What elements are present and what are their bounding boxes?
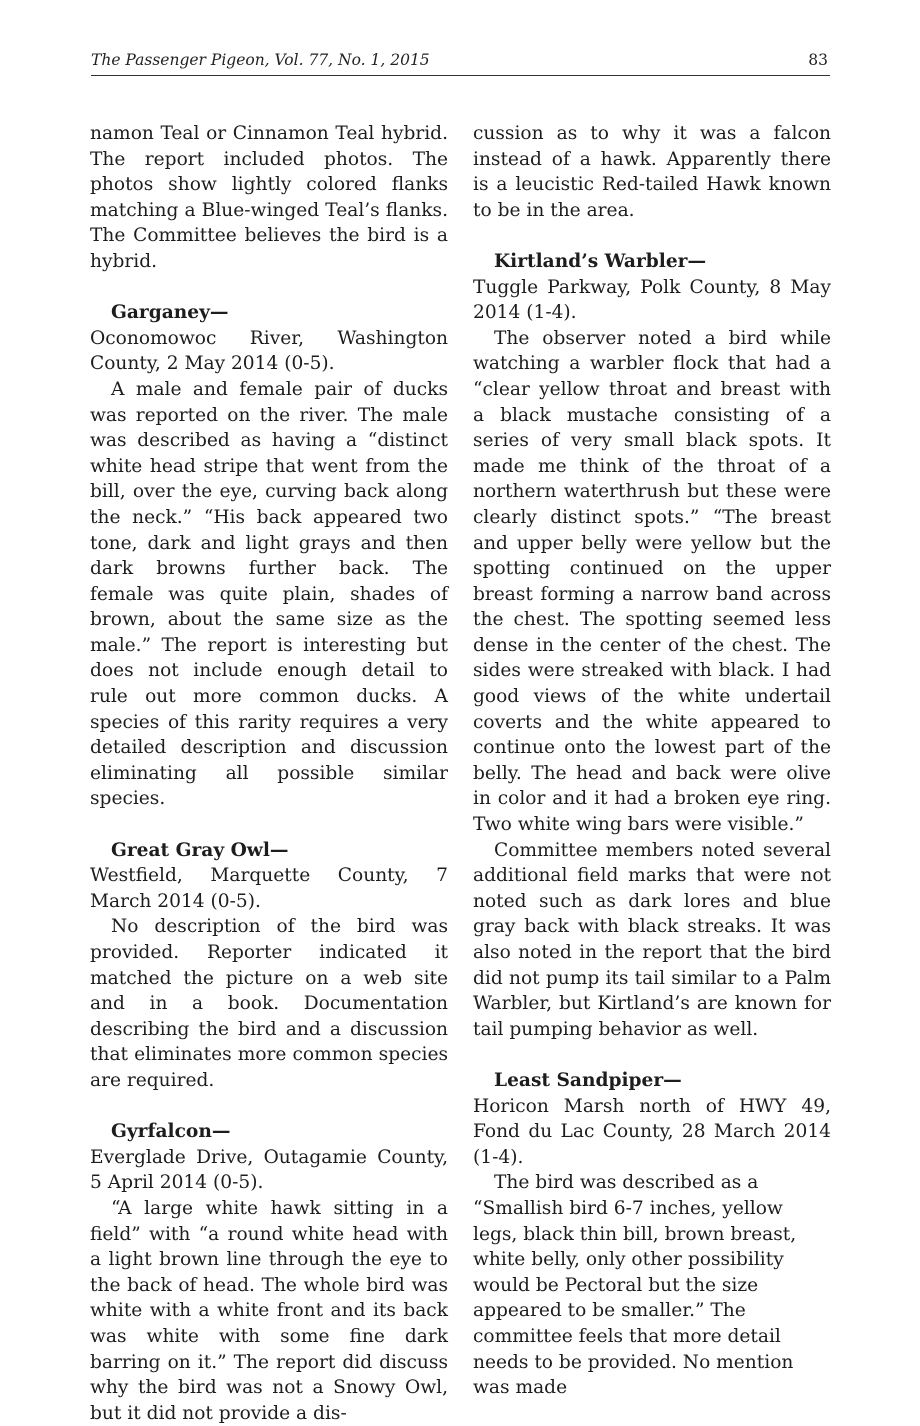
kirtlands-warbler-location: Tuggle Parkway, Polk County, 8 May 2014 (1-4). [473, 276, 831, 324]
page-number: 83 [808, 51, 828, 69]
gyrfalcon-body: “A large white hawk sitting in a field” with “a round white head with a light brown line through the eye to the back of head. The whole bird was white with a white front and its back was white with some fine dark barring on it.” The report did discuss why the bird was not a Snowy Owl, but it did not provide a dis- [90, 1197, 448, 1424]
continued-paragraph: namon Teal or Cinnamon Teal hybrid. The report included photos. The photos show lightly colored flanks matching a Blue-winged Teal’s flanks. The Committee believes the bird is a hybrid. [90, 123, 448, 272]
gyrfalcon-location: Everglade Drive, Outagamie County, 5 April 2014 (0-5). [90, 1146, 448, 1194]
least-sandpiper-location: Horicon Marsh north of HWY 49, Fond du Lac County, 28 March 2014 (1-4). [473, 1095, 831, 1168]
least-sandpiper-body: The bird was described as a “Smallish bird 6-7 inches, yellow legs, black thin bill, brown breast, white belly, only other possibility would be Pectoral but the size appeared to be smaller.” The committee feels that more detail needs to be provided. No mention was made [473, 1172, 797, 1399]
great-gray-owl-location: Westfield, Marquette County, 7 March 2014 (0-5). [90, 865, 448, 912]
kirtlands-warbler-heading: Kirtland’s Warbler— [494, 250, 707, 272]
right-column [473, 121, 831, 1401]
garganey-location: Oconomowoc River, Washington County, 2 May 2014 (0-5). [90, 327, 448, 375]
kirtlands-warbler-committee-note: Committee members noted several additional field marks that were not noted such as dark lores and blue gray back with black streaks. It was also noted in the report that the bird did not pump its tail similar to a Palm Warbler, but Kirtland’s are known for tail pumping behavior as well. [473, 839, 831, 1040]
great-gray-owl-body: No description of the bird was provided. Reporter indicated it matched the picture on a web site and in a book. Documentation describing the bird and a discussion that eliminates more common species are required. [90, 916, 448, 1091]
least-sandpiper-heading: Least Sandpiper— [494, 1069, 682, 1091]
gyrfalcon-continuation: cussion as to why it was a falcon instead of a hawk. Apparently there is a leucistic Red-tailed Hawk known to be in the area. [473, 123, 831, 221]
journal-citation: The Passenger Pigeon, Vol. 77, No. 1, 2015 [91, 51, 430, 69]
left-column [90, 121, 448, 1426]
kirtlands-warbler-body: The observer noted a bird while watching a warbler flock that had a “clear yellow throat and breast with a black mustache consisting of a series of very small black spots. It made me think of the throat of a northern waterthrush but these were clearly distinct spots.” “The breast and upper belly were yellow but the spotting continued on the upper breast forming a narrow band across the chest. The spotting seemed less dense in the center of the chest. The sides were streaked with black. I had good views of the white undertail coverts and the white appeared to continue onto the lowest part of the belly. The head and back were olive in color and it had a broken eye ring. Two white wing bars were visible.” [473, 327, 831, 836]
garganey-body: A male and female pair of ducks was reported on the river. The male was described as having a “distinct white head stripe that went from the bill, over the eye, curving back along the neck.” “His back appeared two tone, dark and light grays and then dark browns further back. The female was quite plain, shades of brown, about the same size as the male.” The report is interesting but does not include enough detail to rule out more common ducks. A species of this rarity requires a very detailed description and discussion eliminating all possible similar species. [90, 378, 448, 810]
gyrfalcon-heading: Gyrfalcon— [111, 1121, 231, 1143]
garganey-heading: Garganey— [111, 302, 229, 324]
great-gray-owl-heading: Great Gray Owl— [111, 839, 289, 861]
running-header [91, 49, 830, 76]
